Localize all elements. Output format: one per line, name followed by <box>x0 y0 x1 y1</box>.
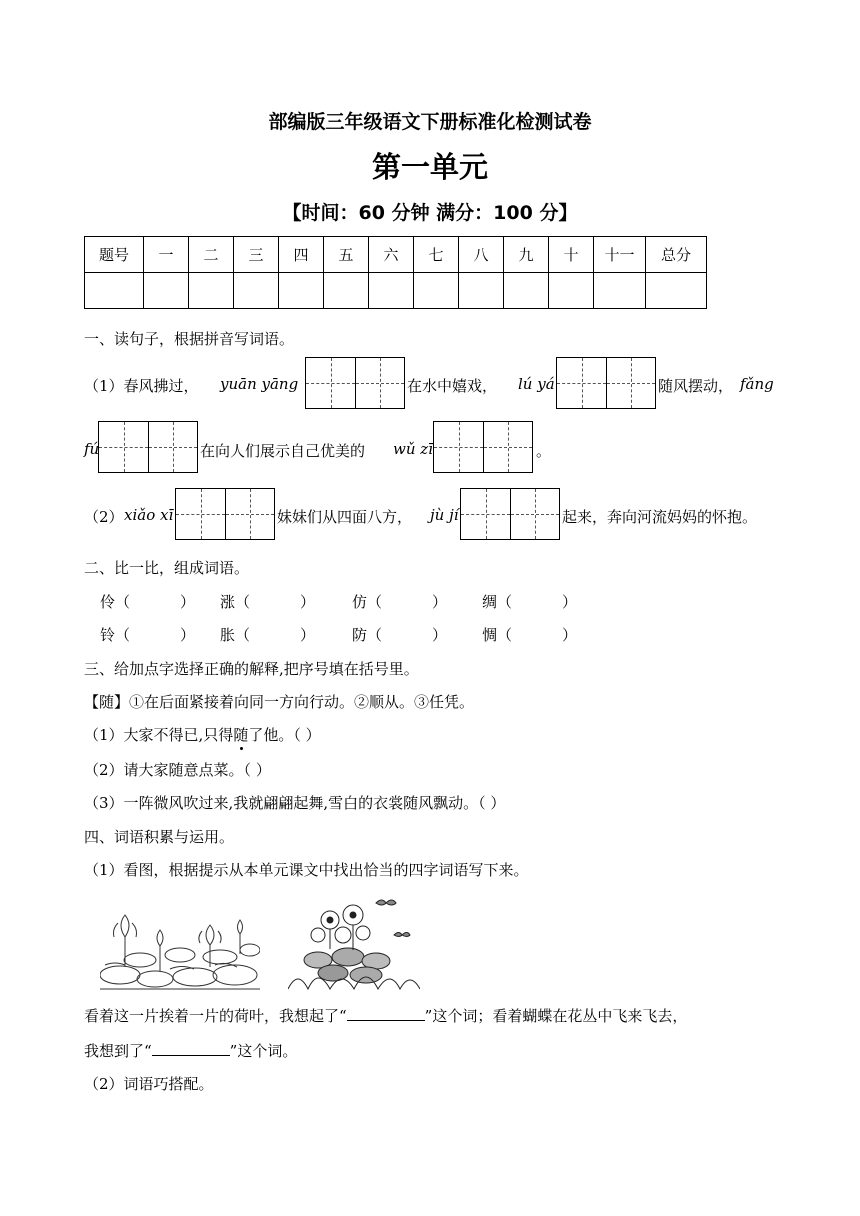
q1-text-e: 。 <box>536 442 552 460</box>
score-cell[interactable] <box>279 273 324 309</box>
writing-grid-fangfu[interactable] <box>98 421 198 473</box>
unit-title: 第一单元 <box>371 150 488 184</box>
score-header-cell: 七 <box>414 237 459 273</box>
compare-item[interactable]: 仿（ ） <box>352 593 448 611</box>
section3-q1[interactable]: （1）大家不得已,只得随了他。（ ） <box>84 726 321 744</box>
score-header-cell: 总分 <box>646 237 707 273</box>
score-cell[interactable] <box>414 273 459 309</box>
score-cell[interactable] <box>459 273 504 309</box>
score-header-cell: 一 <box>144 237 189 273</box>
butterfly-flowers-picture <box>288 895 420 990</box>
pinyin-fangfu-b: fú <box>84 440 100 458</box>
section4-sentence-line2[interactable]: 我想到了“ ”这个词。 <box>84 1042 298 1060</box>
section4-q2: （2）词语巧搭配。 <box>84 1075 214 1093</box>
score-cell[interactable] <box>85 273 144 309</box>
score-table-header-row <box>85 237 707 273</box>
compare-item[interactable]: 绸（ ） <box>482 593 578 611</box>
section4-heading: 四、词语积累与运用。 <box>84 828 235 846</box>
score-table-input-row[interactable] <box>85 273 707 309</box>
section2-heading: 二、比一比，组成词语。 <box>84 559 250 577</box>
score-header-cell: 九 <box>504 237 549 273</box>
score-table <box>84 236 707 309</box>
score-header-cell: 二 <box>189 237 234 273</box>
q1-text-d: 在向人们展示自己优美的 <box>200 442 366 460</box>
score-cell[interactable] <box>646 273 707 309</box>
compare-item[interactable]: 惆（ ） <box>482 626 578 644</box>
section3-q3[interactable]: （3）一阵微风吹过来,我就翩翩起舞,雪白的衣裳随风飘动。（ ） <box>84 794 506 812</box>
q2-text-a: （2） <box>84 508 124 526</box>
score-header-cell: 题号 <box>85 237 144 273</box>
q1-text-a: （1）春风拂过， <box>84 377 199 395</box>
compare-item[interactable]: 胀（ ） <box>220 626 316 644</box>
exam-info: 【时间：60 分钟 满分：100 分】 <box>282 202 578 224</box>
score-header-cell: 五 <box>324 237 369 273</box>
section4-sentence-line1[interactable]: 看着这一片挨着一片的荷叶，我想起了“ ”这个词；看着蝴蝶在花丛中飞来飞去， <box>84 1007 688 1025</box>
section3-q2[interactable]: （2）请大家随意点菜。（ ） <box>84 761 271 779</box>
score-header-cell: 三 <box>234 237 279 273</box>
writing-grid-luya[interactable] <box>556 357 656 409</box>
pinyin-juji: jù jí <box>430 506 459 524</box>
section3-heading: 三、给加点字选择正确的解释,把序号填在括号里。 <box>84 660 419 678</box>
score-cell[interactable] <box>189 273 234 309</box>
score-header-cell: 八 <box>459 237 504 273</box>
compare-item[interactable]: 伶（ ） <box>100 593 196 611</box>
pinyin-wuzi: wǔ zī <box>393 440 433 458</box>
score-header-cell: 六 <box>369 237 414 273</box>
compare-item[interactable]: 防（ ） <box>352 626 448 644</box>
score-header-cell: 四 <box>279 237 324 273</box>
section4-q1: （1）看图，根据提示从本单元课文中找出恰当的四字词语写下来。 <box>84 861 529 879</box>
dotted-character: 随 <box>233 726 249 744</box>
q2-text-b: 妹妹们从四面八方， <box>277 508 413 526</box>
score-cell[interactable] <box>594 273 646 309</box>
writing-grid-xiaoxi[interactable] <box>175 488 275 540</box>
score-cell[interactable] <box>504 273 549 309</box>
compare-item[interactable]: 涨（ ） <box>220 593 316 611</box>
idiom-blank-2[interactable] <box>152 1041 230 1056</box>
writing-grid-juji[interactable] <box>460 488 560 540</box>
score-header-cell: 十一 <box>594 237 646 273</box>
section1-heading: 一、读句子，根据拼音写词语。 <box>84 330 295 348</box>
writing-grid-wuzi[interactable] <box>433 421 533 473</box>
score-cell[interactable] <box>144 273 189 309</box>
pinyin-fangfu-a: fǎng <box>740 375 774 393</box>
pinyin-luya: lú yá <box>518 375 555 393</box>
sui-definitions: 【随】①在后面紧接着向同一方向行动。②顺从。③任凭。 <box>84 693 475 711</box>
pinyin-xiaoxi: xiǎo xī <box>124 506 174 524</box>
score-cell[interactable] <box>324 273 369 309</box>
idiom-blank-1[interactable] <box>347 1006 425 1021</box>
score-cell[interactable] <box>549 273 594 309</box>
q1-text-b: 在水中嬉戏， <box>407 377 498 395</box>
score-cell[interactable] <box>369 273 414 309</box>
score-header-cell: 十 <box>549 237 594 273</box>
q1-text-c: 随风摆动， <box>658 377 734 395</box>
exam-title: 部编版三年级语文下册标准化检测试卷 <box>268 111 592 133</box>
score-cell[interactable] <box>234 273 279 309</box>
pinyin-yuanyang: yuān yāng <box>220 375 299 393</box>
q2-text-c: 起来，奔向河流妈妈的怀抱。 <box>562 508 758 526</box>
compare-item[interactable]: 铃（ ） <box>100 626 196 644</box>
writing-grid-yuanyang[interactable] <box>305 357 405 409</box>
lotus-leaves-picture <box>100 905 260 990</box>
